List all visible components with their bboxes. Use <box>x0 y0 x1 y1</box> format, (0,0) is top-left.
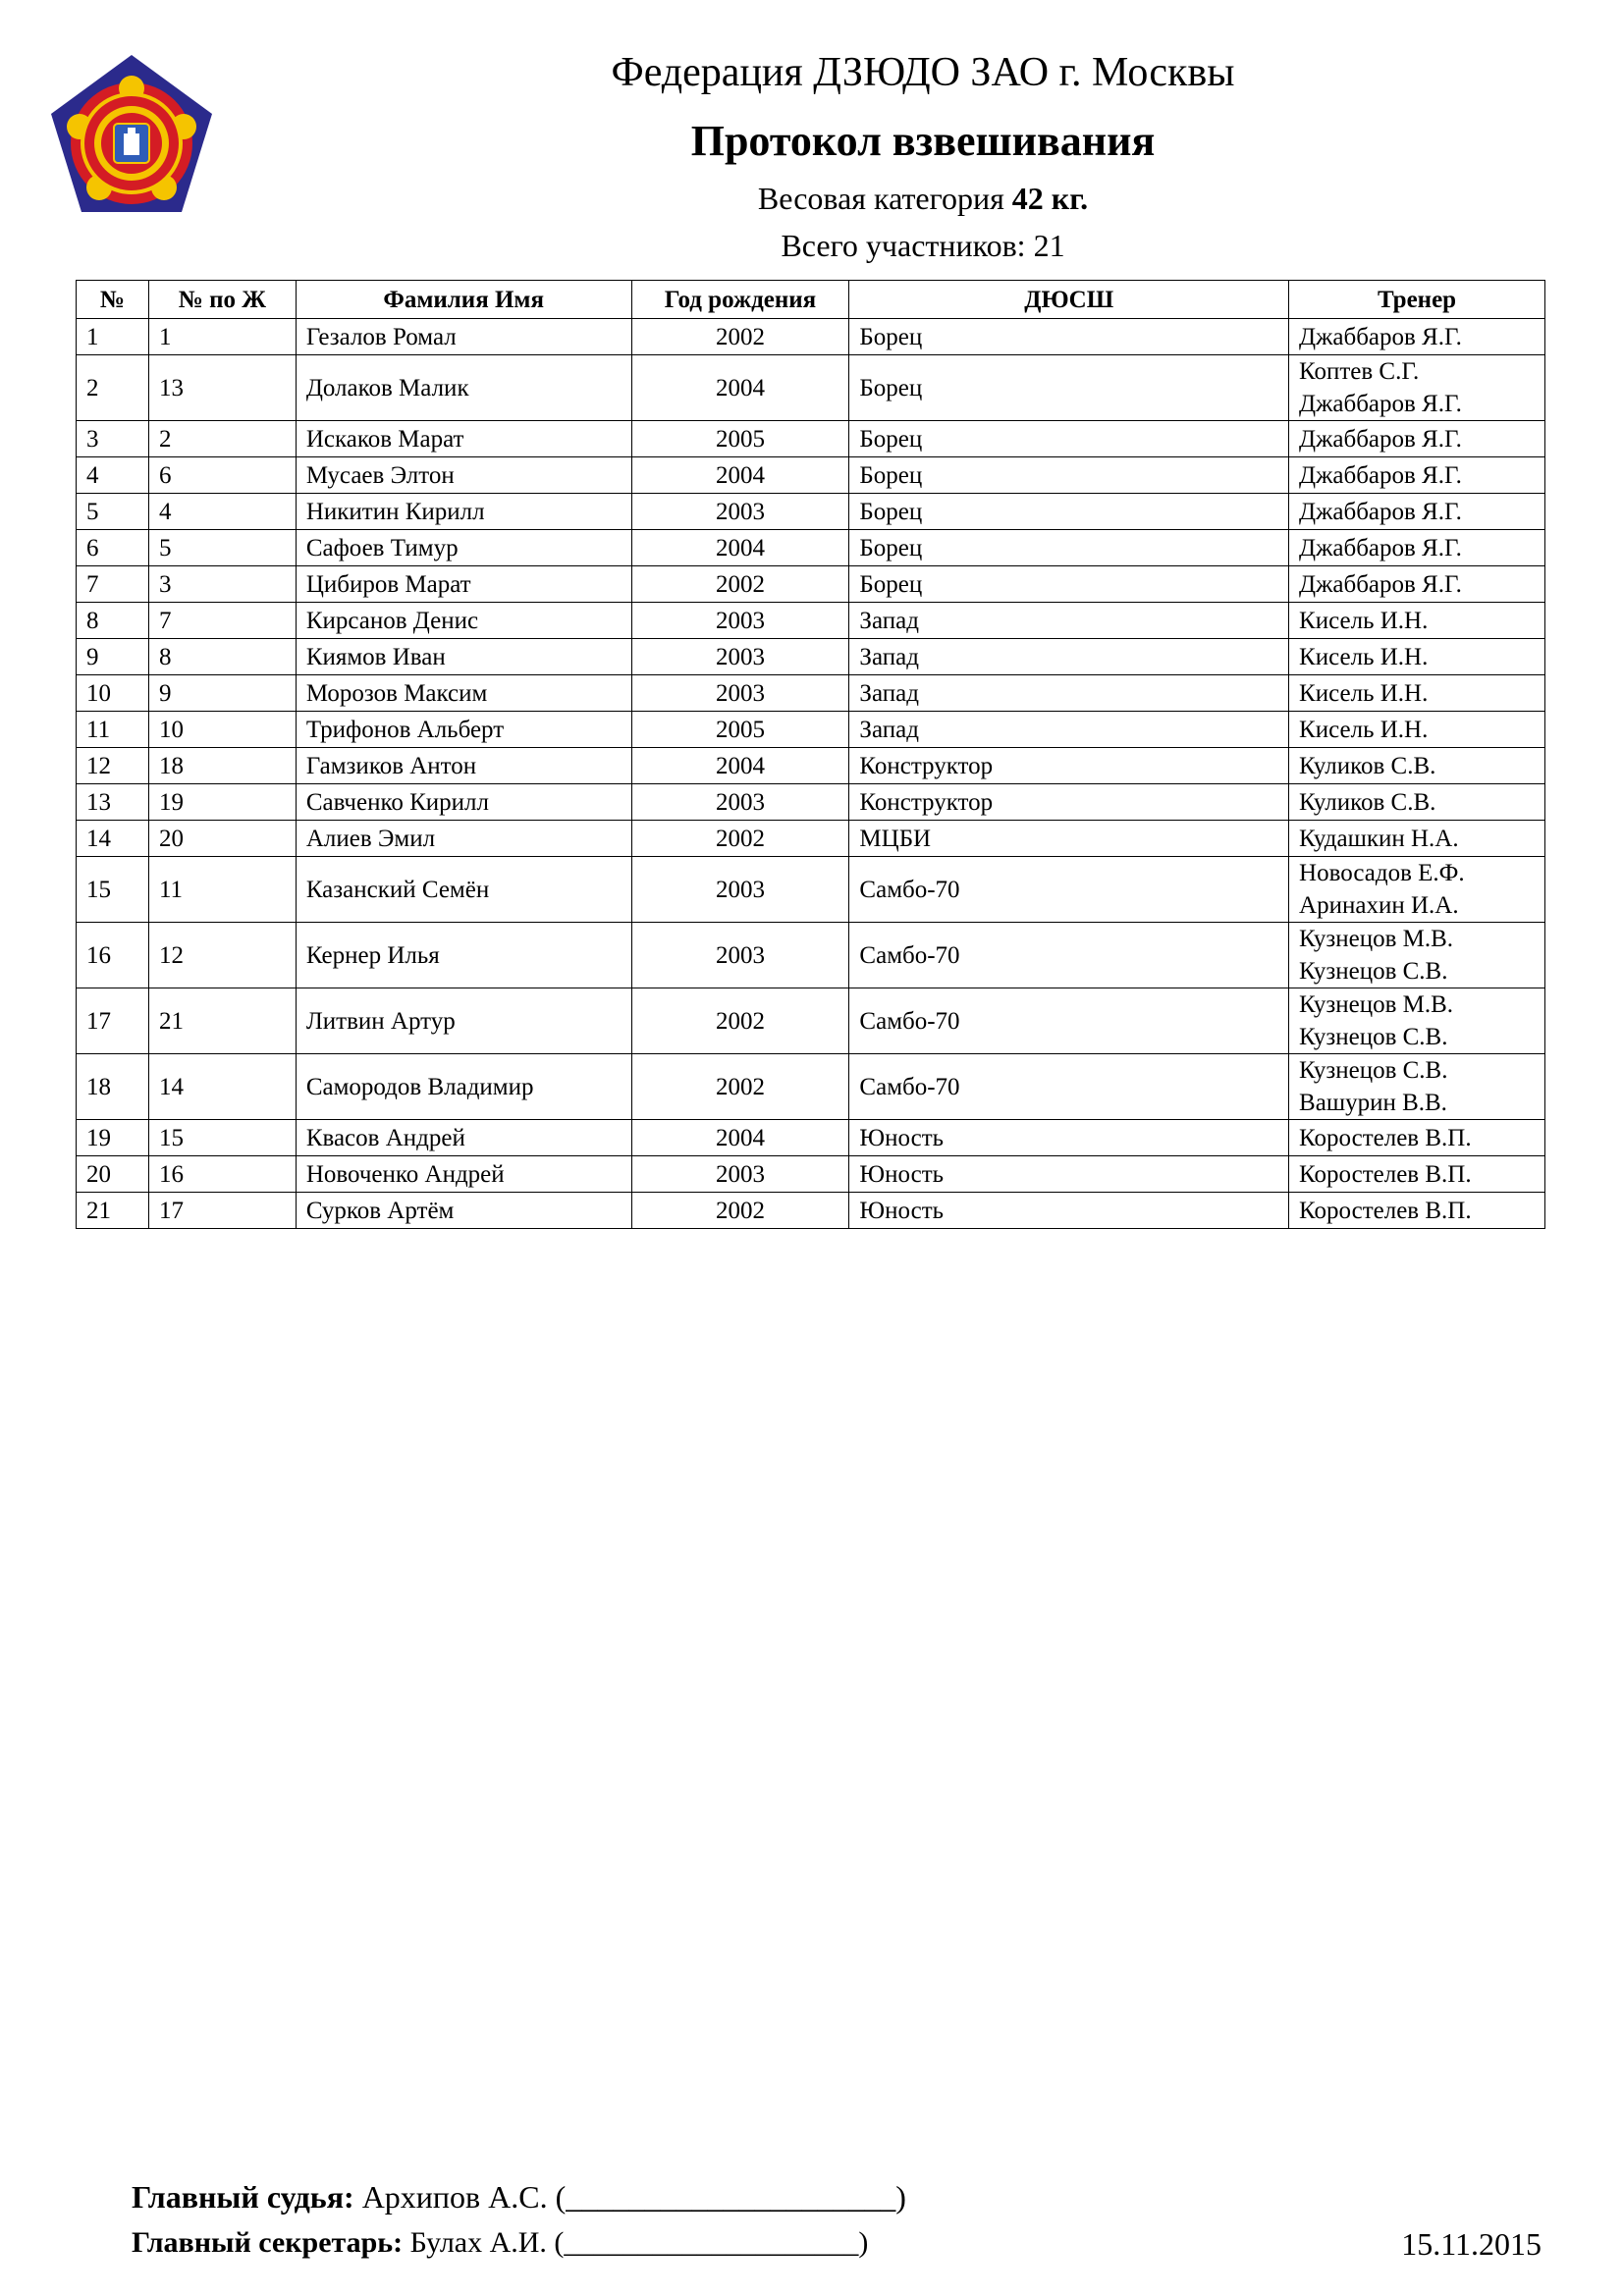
cell-school: Борец <box>849 421 1289 457</box>
table-row <box>77 821 1545 857</box>
cell-name: Кирсанов Денис <box>296 603 631 639</box>
cell-number: 1 <box>77 319 149 355</box>
cell-trainer <box>1289 923 1545 988</box>
cell-trainer <box>1289 530 1545 566</box>
weight-category-label: Весовая категория <box>757 181 1004 216</box>
trainer-name: Коростелев В.П. <box>1299 1160 1472 1188</box>
trainer-name: Куликов С.В. <box>1299 788 1436 816</box>
header-school: ДЮСШ <box>849 281 1289 319</box>
cell-trainer <box>1289 1156 1545 1193</box>
weight-category <box>550 181 1296 217</box>
table-row <box>77 530 1545 566</box>
cell-number: 20 <box>77 1156 149 1193</box>
federation-emblem-icon <box>43 51 220 218</box>
cell-name: Гезалов Ромал <box>296 319 631 355</box>
table-row <box>77 421 1545 457</box>
cell-birth-year: 2003 <box>631 494 849 530</box>
chief-secretary-value: Булах А.И. (____________________) <box>409 2226 869 2259</box>
cell-school: Юность <box>849 1120 1289 1156</box>
trainer-name: Джаббаров Я.Г. <box>1299 391 1462 417</box>
cell-name: Савченко Кирилл <box>296 784 631 821</box>
cell-trainer <box>1289 857 1545 923</box>
table-row <box>77 494 1545 530</box>
trainer-name: Кисель И.Н. <box>1299 716 1429 743</box>
cell-school: Юность <box>849 1156 1289 1193</box>
cell-number: 2 <box>77 355 149 421</box>
cell-name: Морозов Максим <box>296 675 631 712</box>
table-row <box>77 1156 1545 1193</box>
cell-birth-year: 2002 <box>631 566 849 603</box>
cell-draw-number: 16 <box>148 1156 296 1193</box>
trainer-name: Кисель И.Н. <box>1299 643 1429 670</box>
table-row <box>77 319 1545 355</box>
cell-draw-number: 20 <box>148 821 296 857</box>
table-row <box>77 457 1545 494</box>
trainer-name: Аринахин И.А. <box>1299 892 1459 919</box>
cell-name: Сафоев Тимур <box>296 530 631 566</box>
chief-judge-value: Архипов А.С. (_____________________) <box>361 2179 906 2215</box>
header-birth-year: Год рождения <box>631 281 849 319</box>
cell-draw-number: 18 <box>148 748 296 784</box>
cell-birth-year: 2004 <box>631 457 849 494</box>
weight-category-value: 42 кг. <box>1011 181 1089 216</box>
table-row <box>77 1120 1545 1156</box>
table-row <box>77 988 1545 1054</box>
cell-birth-year: 2003 <box>631 857 849 923</box>
cell-birth-year: 2004 <box>631 1120 849 1156</box>
cell-name: Новоченко Андрей <box>296 1156 631 1193</box>
cell-trainer <box>1289 748 1545 784</box>
cell-birth-year: 2003 <box>631 639 849 675</box>
cell-birth-year: 2002 <box>631 1054 849 1120</box>
cell-birth-year: 2002 <box>631 988 849 1054</box>
cell-name: Алиев Эмил <box>296 821 631 857</box>
cell-draw-number: 4 <box>148 494 296 530</box>
chief-judge-label: Главный судья: <box>132 2179 354 2215</box>
cell-draw-number: 7 <box>148 603 296 639</box>
trainer-name: Кудашкин Н.А. <box>1299 825 1459 852</box>
header-number: № <box>77 281 149 319</box>
trainer-name: Коптев С.Г. <box>1299 358 1420 385</box>
cell-school: Борец <box>849 319 1289 355</box>
weigh-in-table <box>76 280 1545 1229</box>
cell-number: 17 <box>77 988 149 1054</box>
cell-name: Гамзиков Антон <box>296 748 631 784</box>
cell-draw-number: 12 <box>148 923 296 988</box>
chief-secretary-line <box>132 2226 868 2260</box>
cell-trainer <box>1289 603 1545 639</box>
table-row <box>77 1054 1545 1120</box>
cell-birth-year: 2005 <box>631 712 849 748</box>
cell-draw-number: 3 <box>148 566 296 603</box>
cell-birth-year: 2003 <box>631 784 849 821</box>
table-row <box>77 748 1545 784</box>
trainer-name: Джаббаров Я.Г. <box>1299 534 1462 561</box>
cell-school: Конструктор <box>849 748 1289 784</box>
cell-draw-number: 2 <box>148 421 296 457</box>
cell-birth-year: 2002 <box>631 1193 849 1229</box>
cell-name: Казанский Семён <box>296 857 631 923</box>
trainer-name: Вашурин В.В. <box>1299 1090 1447 1116</box>
cell-draw-number: 9 <box>148 675 296 712</box>
trainer-name: Куликов С.В. <box>1299 752 1436 779</box>
table-row <box>77 1193 1545 1229</box>
cell-name: Литвин Артур <box>296 988 631 1054</box>
cell-number: 19 <box>77 1120 149 1156</box>
table-body <box>77 319 1545 1229</box>
trainer-name: Кузнецов М.В. <box>1299 926 1454 952</box>
document-title: Протокол взвешивания <box>690 117 1156 165</box>
cell-name: Квасов Андрей <box>296 1120 631 1156</box>
cell-trainer <box>1289 457 1545 494</box>
trainer-name: Кузнецов С.В. <box>1299 1024 1448 1050</box>
cell-number: 16 <box>77 923 149 988</box>
cell-draw-number: 11 <box>148 857 296 923</box>
cell-number: 11 <box>77 712 149 748</box>
trainer-name: Джаббаров Я.Г. <box>1299 498 1462 525</box>
cell-school: Запад <box>849 675 1289 712</box>
cell-number: 14 <box>77 821 149 857</box>
table-row <box>77 857 1545 923</box>
table-header-row <box>77 281 1545 319</box>
cell-draw-number: 21 <box>148 988 296 1054</box>
cell-draw-number: 1 <box>148 319 296 355</box>
cell-draw-number: 10 <box>148 712 296 748</box>
trainer-name: Кисель И.Н. <box>1299 679 1429 707</box>
trainer-name: Кузнецов С.В. <box>1299 958 1448 985</box>
cell-birth-year: 2003 <box>631 675 849 712</box>
cell-trainer <box>1289 566 1545 603</box>
cell-birth-year: 2004 <box>631 748 849 784</box>
trainer-name: Джаббаров Я.Г. <box>1299 461 1462 489</box>
cell-trainer <box>1289 988 1545 1054</box>
cell-school: Борец <box>849 566 1289 603</box>
cell-name: Мусаев Элтон <box>296 457 631 494</box>
cell-number: 5 <box>77 494 149 530</box>
table-row <box>77 712 1545 748</box>
cell-birth-year: 2003 <box>631 923 849 988</box>
cell-name: Никитин Кирилл <box>296 494 631 530</box>
cell-name: Киямов Иван <box>296 639 631 675</box>
cell-trainer <box>1289 675 1545 712</box>
cell-trainer <box>1289 821 1545 857</box>
cell-name: Самородов Владимир <box>296 1054 631 1120</box>
cell-number: 15 <box>77 857 149 923</box>
cell-trainer <box>1289 784 1545 821</box>
cell-school: Борец <box>849 457 1289 494</box>
cell-trainer <box>1289 1054 1545 1120</box>
trainer-name: Кузнецов С.В. <box>1299 1057 1448 1084</box>
cell-draw-number: 19 <box>148 784 296 821</box>
trainer-name: Коростелев В.П. <box>1299 1124 1472 1151</box>
cell-number: 3 <box>77 421 149 457</box>
cell-school: Борец <box>849 530 1289 566</box>
header-trainer: Тренер <box>1289 281 1545 319</box>
cell-birth-year: 2002 <box>631 821 849 857</box>
cell-number: 9 <box>77 639 149 675</box>
cell-draw-number: 5 <box>148 530 296 566</box>
cell-name: Сурков Артём <box>296 1193 631 1229</box>
cell-school: Запад <box>849 712 1289 748</box>
participants-count: Всего участников: 21 <box>781 228 1065 263</box>
trainer-name: Джаббаров Я.Г. <box>1299 570 1462 598</box>
table-row <box>77 923 1545 988</box>
table-row <box>77 675 1545 712</box>
cell-school: Борец <box>849 355 1289 421</box>
cell-school: Самбо-70 <box>849 857 1289 923</box>
cell-trainer <box>1289 1193 1545 1229</box>
document-date: 15.11.2015 <box>1401 2226 1542 2262</box>
cell-name: Трифонов Альберт <box>296 712 631 748</box>
cell-trainer <box>1289 1120 1545 1156</box>
cell-trainer <box>1289 639 1545 675</box>
table-row <box>77 603 1545 639</box>
cell-name: Кернер Илья <box>296 923 631 988</box>
cell-birth-year: 2002 <box>631 319 849 355</box>
cell-school: Конструктор <box>849 784 1289 821</box>
cell-school: Самбо-70 <box>849 1054 1289 1120</box>
cell-number: 12 <box>77 748 149 784</box>
chief-secretary-label: Главный секретарь: <box>132 2226 404 2259</box>
cell-name: Долаков Малик <box>296 355 631 421</box>
trainer-name: Джаббаров Я.Г. <box>1299 425 1462 453</box>
trainer-name: Новосадов Е.Ф. <box>1299 860 1465 886</box>
cell-birth-year: 2003 <box>631 1156 849 1193</box>
cell-trainer <box>1289 712 1545 748</box>
cell-draw-number: 8 <box>148 639 296 675</box>
trainer-name: Джаббаров Я.Г. <box>1299 323 1462 350</box>
cell-draw-number: 6 <box>148 457 296 494</box>
cell-trainer <box>1289 421 1545 457</box>
cell-draw-number: 17 <box>148 1193 296 1229</box>
cell-draw-number: 13 <box>148 355 296 421</box>
cell-number: 8 <box>77 603 149 639</box>
cell-name: Цибиров Марат <box>296 566 631 603</box>
cell-number: 13 <box>77 784 149 821</box>
trainer-name: Коростелев В.П. <box>1299 1197 1472 1224</box>
table-row <box>77 355 1545 421</box>
cell-school: Самбо-70 <box>849 923 1289 988</box>
cell-draw-number: 14 <box>148 1054 296 1120</box>
cell-school: Запад <box>849 603 1289 639</box>
cell-number: 10 <box>77 675 149 712</box>
cell-birth-year: 2003 <box>631 603 849 639</box>
cell-birth-year: 2005 <box>631 421 849 457</box>
cell-trainer <box>1289 319 1545 355</box>
cell-birth-year: 2004 <box>631 530 849 566</box>
cell-number: 7 <box>77 566 149 603</box>
table-row <box>77 566 1545 603</box>
header-draw-number: № по Ж <box>148 281 296 319</box>
cell-name: Искаков Марат <box>296 421 631 457</box>
cell-number: 18 <box>77 1054 149 1120</box>
cell-school: Борец <box>849 494 1289 530</box>
table-row <box>77 639 1545 675</box>
cell-number: 6 <box>77 530 149 566</box>
trainer-name: Кисель И.Н. <box>1299 607 1429 634</box>
cell-trainer <box>1289 494 1545 530</box>
cell-trainer <box>1289 355 1545 421</box>
cell-number: 4 <box>77 457 149 494</box>
table-row <box>77 784 1545 821</box>
cell-school: Запад <box>849 639 1289 675</box>
cell-draw-number: 15 <box>148 1120 296 1156</box>
cell-school: МЦБИ <box>849 821 1289 857</box>
trainer-name: Кузнецов М.В. <box>1299 991 1454 1018</box>
cell-school: Самбо-70 <box>849 988 1289 1054</box>
cell-number: 21 <box>77 1193 149 1229</box>
cell-school: Юность <box>849 1193 1289 1229</box>
header-name: Фамилия Имя <box>296 281 631 319</box>
cell-birth-year: 2004 <box>631 355 849 421</box>
chief-judge-line <box>132 2179 906 2216</box>
federation-title: Федерация ДЗЮДО ЗАО г. Москвы <box>611 50 1235 95</box>
